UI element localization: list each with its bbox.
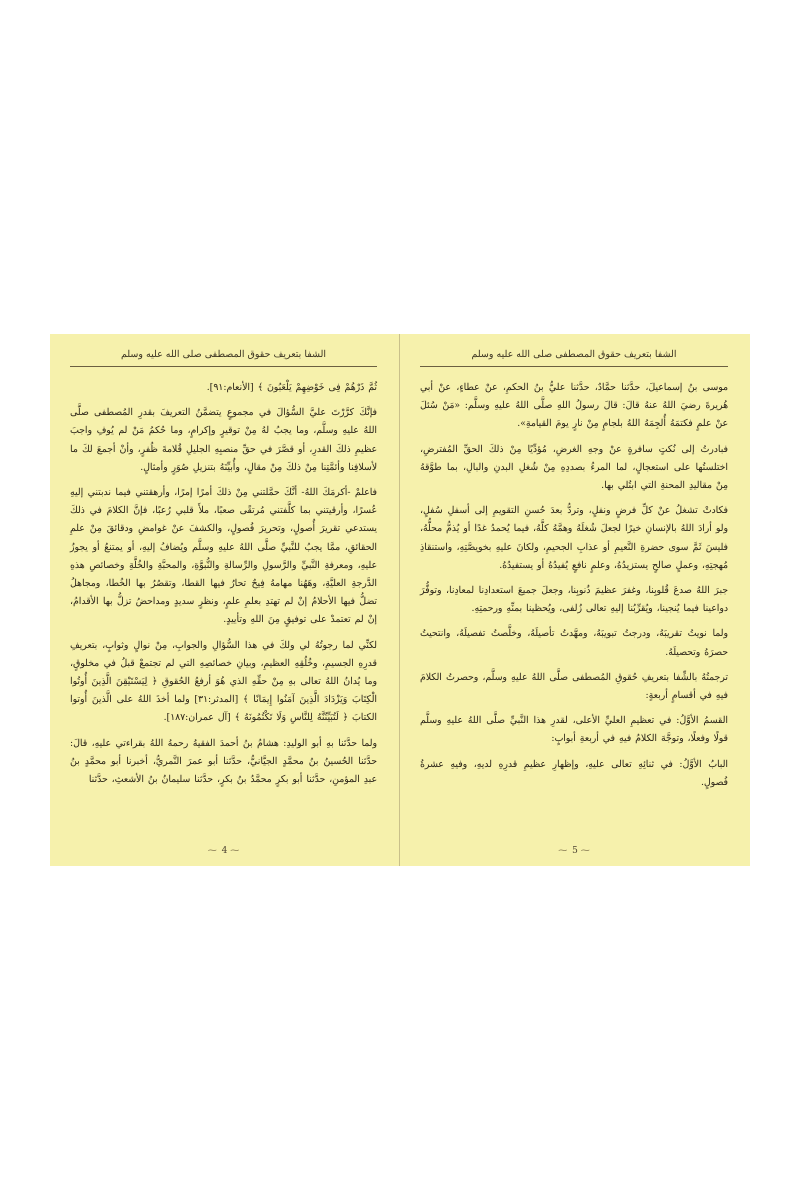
- paragraph: فإنَّكَ كرَّرْتَ عليَّ السُّؤالَ في مجموعٍ يتضمَّنُ التعريفَ بقدرِ المُصطفى صلَّى اللهُ عليهِ وسلَّم، وما يجبُ لهُ مِنْ توقيرٍ وإكرامٍ، وما حُكمُ مَنْ لم يُوفِ واجبَ عظيمِ ذلكَ القدرِ، أو قصَّرَ في حقِّ منصبِهِ الجليلِ قُلامةَ ظُفرٍ، وأنْ أجمعَ لكَ ما لأسلافِنا وأئمَّتِنا مِنْ ذلكَ مِنْ مقالٍ، وأُبيِّنَهُ بتنزيلِ صُوَرٍ وأمثالٍ.: [70, 407, 377, 473]
- paragraph: القسمُ الأوَّلُ: في تعظيمِ العليِّ الأعلى، لقدرِ هذا النَّبيِّ صلَّى اللهُ عليهِ وسلَّم قولًا وفعلًا، وتوجَّهَ الكلامُ فيهِ في أربعةِ أبوابٍ:: [420, 715, 728, 745]
- paragraph: لكنِّي لما رجوتُهُ لي ولكَ في هذا السُّؤالِ والجوابِ، مِنْ نوالٍ وثوابٍ، بتعريفِ قدرِهِ الجسيمِ، وخُلُقِهِ العظيمِ، وبيانِ خصائصِهِ التي لم تجتمعْ قبلُ في مخلوقٍ، وما يُدانُ اللهُ تعالى بهِ مِنْ حقِّهِ الذي هُوَ أرفعُ الحُقوقِ ﴿ لِيَسْتَيْقِنَ الَّذِينَ أُوتُوا الْكِتَابَ وَيَزْدَادَ الَّذِينَ آمَنُوا إِيمَانًا ﴾ [المدثر:٣١] ولما أخذَ اللهُ على الَّذينَ أُوتوا الكتابَ ﴿ لَتُبَيِّنُنَّهُ لِلنَّاسِ وَلَا تَكْتُمُونَهُ ﴾ [آل عمران:١٨٧].: [70, 639, 377, 724]
- page-body: [70, 379, 377, 789]
- ornament-right: ⁓: [580, 846, 592, 856]
- running-head: الشفا بتعريف حقوق المصطفى صلى الله عليه وسلم: [420, 348, 728, 367]
- paragraph: فبادرتُ إلى نُكتٍ سافرةٍ عنْ وجهِ الغرضِ، مُؤدِّيًا مِنْ ذلكَ الحقِّ المُفترضِ، اختلستُها على استعجالٍ، لما المرءُ بصددِهِ مِنْ شُغلِ البدنِ والبالِ، بما طوَّقهُ مِنْ مقاليدِ المحنةِ التي ابتُلي بها.: [420, 443, 728, 492]
- page-number-value: 4: [221, 846, 228, 856]
- paragraph: ولما حدَّثنا بهِ أبو الوليدِ: هشامُ بنُ أحمدَ الفقيهُ رحمهُ اللهُ بقراءتي عليهِ، قالَ: حدَّثنا الحُسينُ بنُ محمَّدٍ الجيَّانيُّ، حدَّثنا أبو عمرَ النَّمريُّ، أخبرنا أبو محمَّدٍ بنُ عبدِ المؤمنِ، حدَّثنا أبو بكرٍ محمَّدُ بنُ بكرٍ، حدَّثنا سليمانُ بنُ الأشعثِ، حدَّثنا: [70, 737, 377, 786]
- ornament-left: ⁓: [558, 846, 570, 856]
- paragraph: البابُ الأوَّلُ: في ثنائِهِ تعالى عليهِ، وإظهارِ عظيمِ قدرِهِ لديهِ، وفيهِ عشرةُ فُصولٍ.: [420, 758, 728, 788]
- book-spread: [50, 334, 750, 866]
- right-page: [400, 334, 750, 866]
- paragraph: ثُمَّ ذَرْهُمْ فِى خَوْضِهِمْ يَلْعَبُونَ ﴾ [الأنعام:٩١].: [206, 382, 377, 393]
- paragraph: ترجمتُهُ بالشِّفا بتعريفِ حُقوقِ المُصطفى صلَّى اللهُ عليهِ وسلَّم، وحصرتُ الكلامَ فيهِ في أقسامٍ أربعةٍ:: [420, 671, 728, 702]
- ornament-right: ⁓: [230, 846, 242, 856]
- ornament-left: ⁓: [207, 846, 219, 856]
- paragraph: ولما نويتُ تقريبَهُ، ودرجتُ تبويبَهُ، ومهَّدتُ تأصيلَهُ، وخلَّصتُ تفصيلَهُ، وانتحيتُ حصرَهُ وتحصيلَهُ.: [420, 628, 728, 658]
- paragraph: فكادتْ تشغلُ عنْ كلِّ فرضٍ ونفلٍ، وتردُّ بعدَ حُسنِ التقويمِ إلى أسفلِ سُفلٍ، ولو أرادَ اللهُ بالإنسانِ خيرًا لجعلَ شُغلَهُ وهمَّهُ كلَّهُ، فيما يُحمدُ غدًا أو يُذمُّ محلُّهُ، فليسَ ثَمَّ سوى حضرةِ النَّعيمِ أو عذابِ الجحيمِ، ولكانَ عليهِ بخويصَّتِهِ، واستنقاذِ مُهجتِهِ، وعملٍ صالحٍ يستزيدُهُ، وعلمٍ نافعٍ يُفيدُهُ أو يستفيدُهُ.: [420, 505, 728, 571]
- paragraph: جبرَ اللهُ صدعَ قُلوبِنا، وغفرَ عظيمَ ذُنوبِنا، وجعلَ جميعَ استعدادِنا لمعادِنا، وتوفُّرَ دواعينا فيما يُنجينا، ويُقرِّبُنا إليهِ تعالى زُلفى، ويُحظينا بمنِّهِ ورحمتِهِ.: [420, 585, 728, 615]
- paragraph: فاعلمْ -أكرمَكَ اللهُ- أنَّكَ حمَّلتني مِنْ ذلكَ أمرًا إمرًا، وأرهقتني فيما ندبتني إليهِ عُسرًا، وأرقيتني بما كلَّفتني مُرتقًى صعبًا، ملأَ قلبي رُعبًا، فإنَّ الكلامَ في ذلكَ يستدعي تقريرَ أُصولٍ، وتحريرَ فُصولٍ، والكشفَ عنْ غوامضِ ودقائقَ مِنْ علمِ الحقائقِ، ممَّا يجبُ للنَّبيِّ صلَّى اللهُ عليهِ وسلَّم ويُضافُ إليهِ، أو يمتنعُ أو يجوزُ عليهِ، ومعرفةِ النَّبيِّ والرَّسولِ والرِّسالةِ والنُّبوَّةِ، والمحبَّةِ والخُلَّةِ وخصائصِ هذهِ الدَّرجةِ العليَّةِ، وهَهُنا مهامهُ فِيحٌ تحارُ فيها القطا، وتقصُرُ بها الخُطا، ومجاهلُ تضلُّ فيها الأحلامُ إنْ لم تهتدِ بعلمِ علمٍ، ونظرٍ سديدٍ ومداحضُ تزلُّ بها الأقدامُ، إنْ لم تعتمدْ على توفيقٍ مِنَ اللهِ وتأييدٍ.: [70, 487, 377, 626]
- page-number: [400, 846, 750, 856]
- running-head: الشفا بتعريف حقوق المصطفى صلى الله عليه وسلم: [70, 348, 377, 367]
- page-number: [50, 846, 399, 856]
- page-number-value: 5: [572, 846, 578, 856]
- paragraph: موسى بنُ إسماعيلَ، حدَّثنا حمَّادٌ، حدَّثنا عليُّ بنُ الحكمِ، عنْ عطاءٍ، عنْ أبي هُريرةَ رضيَ اللهُ عنهُ قالَ: قالَ رسولُ اللهِ صلَّى اللهُ عليهِ وسلَّم: «مَنْ سُئلَ عنْ علمٍ فكتمَهُ أُلجِمَهُ اللهُ بلجامٍ مِنْ نارٍ يومَ القيامةِ».: [420, 382, 728, 430]
- page-body: [420, 379, 728, 792]
- left-page: [50, 334, 400, 866]
